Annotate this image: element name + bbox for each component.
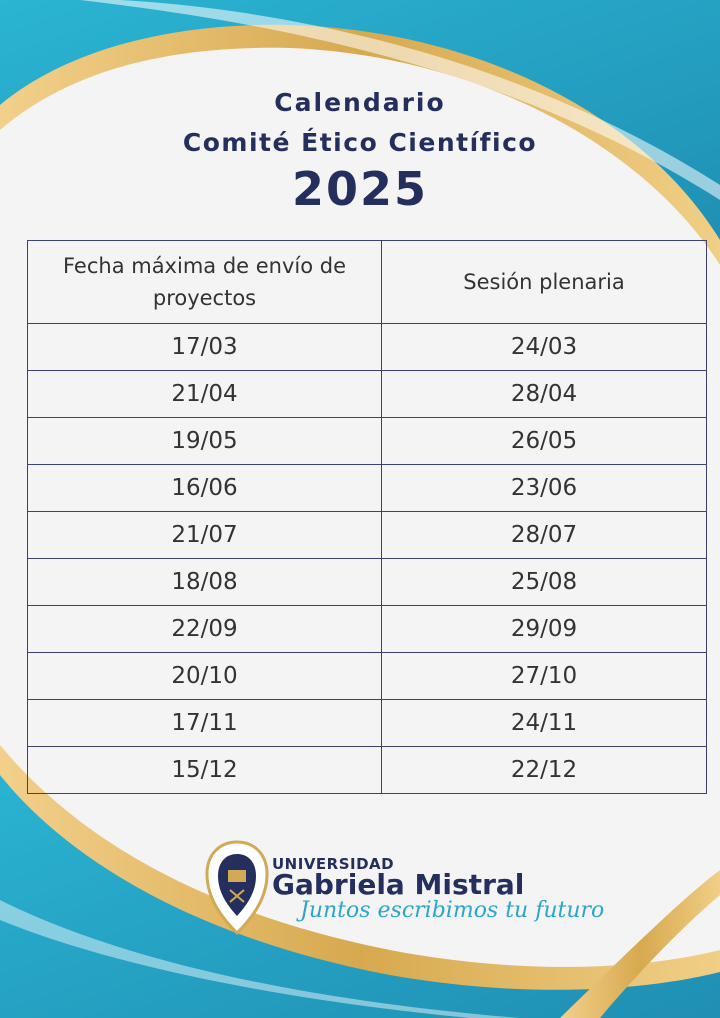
- schedule-table: [27, 240, 707, 794]
- table-row: [28, 324, 707, 371]
- deadline-cell: 16/06: [28, 465, 382, 512]
- title-line-2: Comité Ético Científico: [182, 128, 538, 157]
- deadline-cell: 22/09: [28, 606, 382, 653]
- table-row: [28, 465, 707, 512]
- deadline-cell: 20/10: [28, 653, 382, 700]
- logo-university-label: UNIVERSIDAD: [272, 855, 395, 873]
- table-row: [28, 700, 707, 747]
- table-header-row: [28, 241, 707, 324]
- column-header-session: Sesión plenaria: [382, 241, 707, 324]
- deadline-cell: 17/03: [28, 324, 382, 371]
- table-row: [28, 418, 707, 465]
- session-cell: 24/11: [382, 700, 707, 747]
- session-cell: 29/09: [382, 606, 707, 653]
- session-cell: 26/05: [382, 418, 707, 465]
- university-seal-icon: [204, 840, 270, 936]
- table-row: [28, 371, 707, 418]
- session-cell: 23/06: [382, 465, 707, 512]
- table-row: [28, 512, 707, 559]
- logo-university-name: Gabriela Mistral: [272, 868, 525, 901]
- session-cell: 22/12: [382, 747, 707, 794]
- table-row: [28, 606, 707, 653]
- deadline-cell: 21/04: [28, 371, 382, 418]
- column-header-deadline: Fecha máxima de envío de proyectos: [28, 241, 382, 324]
- session-cell: 24/03: [382, 324, 707, 371]
- session-cell: 28/04: [382, 371, 707, 418]
- title-year: 2025: [291, 162, 429, 216]
- session-cell: 27/10: [382, 653, 707, 700]
- deadline-cell: 18/08: [28, 559, 382, 606]
- table-row: [28, 559, 707, 606]
- session-cell: 25/08: [382, 559, 707, 606]
- logo-tagline: Juntos escribimos tu futuro: [300, 898, 605, 923]
- deadline-cell: 19/05: [28, 418, 382, 465]
- session-cell: 28/07: [382, 512, 707, 559]
- deadline-cell: 17/11: [28, 700, 382, 747]
- deadline-cell: 15/12: [28, 747, 382, 794]
- table-row: [28, 747, 707, 794]
- title-line-1: Calendario: [274, 88, 446, 117]
- table-row: [28, 653, 707, 700]
- deadline-cell: 21/07: [28, 512, 382, 559]
